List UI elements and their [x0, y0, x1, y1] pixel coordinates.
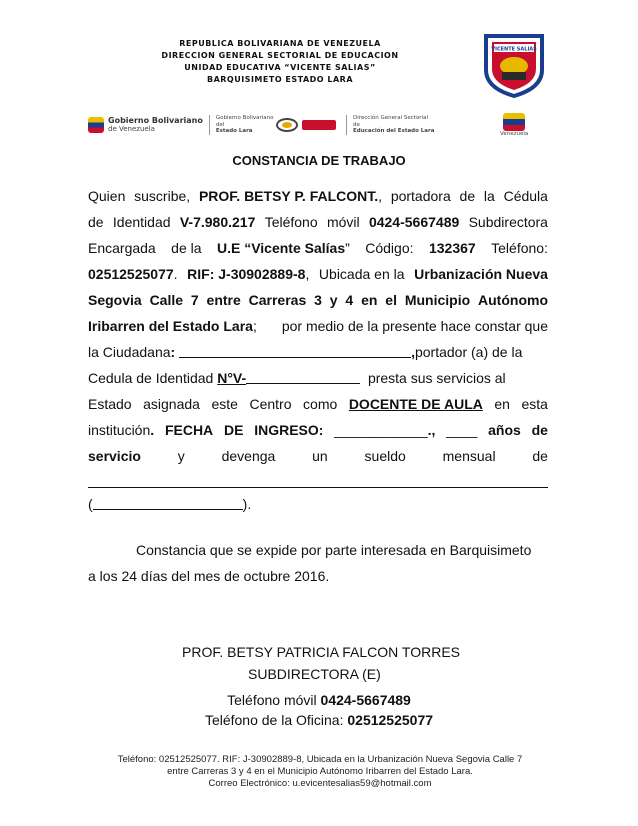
signer-full-name: PROF. BETSY PATRICIA FALCON TORRES — [182, 644, 460, 660]
mobile-value: 0424-5667489 — [320, 692, 411, 708]
word: este — [211, 396, 238, 412]
word: FECHA — [164, 422, 214, 438]
word: de — [88, 214, 104, 230]
word: y — [177, 448, 185, 464]
word: . — [150, 422, 155, 438]
word: Teléfono: — [491, 240, 548, 256]
word: entre — [206, 292, 241, 308]
word: RIF: J-30902889-8 — [187, 266, 306, 282]
office-phone — [88, 264, 178, 284]
footer-line-2: entre Carreras 3 y 4 en el Municipio Autónomo Iribarren del Estado Lara. — [167, 766, 473, 777]
salary-words-blank[interactable] — [88, 474, 548, 488]
word: DE — [223, 422, 244, 438]
word: de — [459, 188, 476, 204]
word: en — [494, 396, 510, 412]
footer-line-3: Correo Electrónico: u.evicentesalias59@hotmail.com — [208, 778, 432, 789]
word: 7 — [190, 292, 199, 308]
word: Estado — [88, 396, 132, 412]
direccion-educacion-logo — [276, 112, 434, 138]
employee-name-blank[interactable] — [179, 344, 411, 358]
word: Cedula de Identidad — [88, 370, 214, 386]
word: Subdirectora — [468, 214, 548, 230]
body-line-7 — [88, 342, 548, 362]
word: la Ciudadana — [88, 344, 171, 360]
header-line-3: UNIDAD EDUCATIVA “VICENTE SALIAS” — [184, 63, 376, 72]
dir-line-3: Educación del Estado Lara — [353, 128, 435, 135]
word: : — [170, 344, 176, 360]
footer-line-1: Teléfono: 02512525077. RIF: J-30902889-8, Ubicada en la Urbanización Nueva Segovia Calle 7 — [117, 754, 523, 765]
word: Municipio — [404, 292, 471, 308]
word: , — [411, 344, 415, 360]
body-line-3 — [88, 238, 548, 258]
body-line-9 — [88, 394, 548, 414]
word: Teléfono — [264, 214, 318, 230]
word: Encargada — [88, 240, 156, 256]
word: , — [305, 266, 310, 282]
word: 3 — [314, 292, 322, 308]
word: Segovia — [88, 292, 142, 308]
body-line-1 — [88, 186, 548, 206]
word: . — [173, 266, 178, 282]
word: servicio — [88, 448, 141, 464]
red-emblem-icon — [302, 120, 336, 130]
lara-line-3: Estado Lara — [215, 128, 253, 135]
word: la — [483, 188, 495, 204]
word: ( — [88, 496, 93, 512]
word: Teléfono móvil — [227, 692, 317, 708]
word: 02512525077 — [88, 266, 174, 282]
word: , — [378, 188, 383, 204]
letterhead — [120, 38, 440, 86]
institution-word — [88, 420, 154, 440]
header-line-4: BARQUISIMETO ESTADO LARA — [206, 75, 354, 84]
word: ). — [242, 496, 252, 512]
cedula-prefix: N°V- — [217, 370, 247, 386]
word: Ubicada en la — [318, 266, 405, 282]
word: asignada — [143, 396, 200, 412]
word: Código: — [365, 240, 414, 256]
signer-role: SUBDIRECTORA (E) — [248, 666, 381, 682]
word: PROF. BETSY P. FALCONT. — [198, 188, 379, 204]
word: Identidad — [112, 214, 171, 230]
word: 4 — [345, 292, 354, 308]
lara-line-1: Gobierno Bolivariano — [215, 115, 274, 122]
header-line-1: REPUBLICA BOLIVARIANA DE VENEZUELA — [179, 39, 381, 48]
word: institución — [88, 422, 151, 438]
word: Urbanización Nueva — [414, 266, 548, 282]
venezuela-label: Venezuela — [500, 130, 529, 137]
body-line-4 — [88, 264, 548, 284]
government-banner — [88, 112, 540, 138]
signer-short-name — [199, 186, 382, 206]
municipality — [88, 316, 257, 336]
word: presta sus servicios al — [367, 370, 506, 386]
word: el — [385, 292, 397, 308]
word: por medio de la presente hace constar que — [281, 318, 548, 334]
mobile-number: 0424-5667489 — [368, 214, 460, 230]
word: años — [488, 422, 521, 438]
word: ; — [252, 318, 257, 334]
word: y — [329, 292, 338, 308]
word: INGRESO: — [254, 422, 324, 438]
body-line-10 — [88, 420, 548, 440]
school-code: 132367 — [428, 240, 476, 256]
word: Cédula — [503, 188, 548, 204]
word: de — [532, 448, 548, 464]
word: portador (a) de la — [414, 344, 523, 360]
signer-mobile — [0, 690, 638, 710]
header-line-2: DIRECCION GENERAL SECTORIAL DE EDUCACION — [161, 51, 399, 60]
gov-line-1: Gobierno Bolivariano — [108, 116, 203, 125]
word: mensual — [442, 448, 496, 464]
word: suscribe, — [134, 188, 191, 204]
signer-office-phone — [0, 710, 638, 730]
job-position: DOCENTE DE AULA — [348, 396, 483, 412]
word: devenga — [221, 448, 276, 464]
body-line-8 — [88, 368, 548, 388]
word: como — [303, 396, 338, 412]
school-crest-logo — [478, 30, 550, 98]
word: Centro — [249, 396, 292, 412]
word: ., — [427, 422, 436, 438]
school-name — [217, 238, 350, 258]
word: Quien — [88, 188, 126, 204]
word: en — [361, 292, 378, 308]
venezuela-logo — [500, 112, 528, 138]
lara-line-2: del — [215, 121, 225, 128]
word: Teléfono de la Oficina: — [204, 712, 344, 728]
word: Iribarren del Estado Lara — [88, 318, 253, 334]
body-line-5 — [88, 290, 548, 310]
word: Carreras — [248, 292, 307, 308]
body-line-2 — [88, 212, 548, 232]
gobierno-bolivariano-logo — [88, 112, 273, 138]
start-date-blank — [334, 420, 435, 440]
crest-text: VICENTE SALIAS — [491, 46, 537, 53]
word: un — [312, 448, 328, 464]
word: móvil — [326, 214, 360, 230]
dir-line-1: Dirección General Sectorial — [353, 115, 428, 122]
body-line-11 — [88, 446, 548, 466]
word: Autónomo — [478, 292, 548, 308]
footer — [60, 754, 580, 790]
body-line-15: a los 24 días del mes de octubre 2016. — [88, 568, 330, 584]
gov-line-2: de Venezuela — [108, 125, 155, 133]
word: sueldo — [364, 448, 406, 464]
dir-line-2: de — [353, 121, 360, 128]
body-line-6 — [88, 316, 548, 336]
salary-amount-blank[interactable] — [93, 496, 243, 510]
venezuela-emblem-icon — [503, 113, 525, 131]
word: ____________ — [334, 422, 428, 438]
rif — [187, 264, 309, 284]
venezuela-flag-icon — [88, 117, 104, 133]
word: ” — [345, 240, 350, 256]
word: esta — [521, 396, 548, 412]
word: portadora — [390, 188, 451, 204]
word: de — [531, 422, 548, 438]
document-title: CONSTANCIA DE TRABAJO — [232, 153, 406, 168]
body-line-13 — [88, 494, 548, 514]
office-value: 02512525077 — [347, 712, 434, 728]
word: de la — [171, 240, 202, 256]
word: Calle — [149, 292, 184, 308]
word: U.E “Vicente Salías — [216, 240, 346, 256]
employee-cedula-blank[interactable] — [246, 370, 360, 384]
years-blank: ____ — [446, 422, 478, 438]
body-line-12 — [88, 472, 548, 492]
cedula-number: V-7.980.217 — [179, 214, 256, 230]
sun-emblem-icon — [276, 118, 298, 132]
body-line-14: Constancia que se expide por parte interesada en Barquisimeto — [136, 542, 532, 558]
